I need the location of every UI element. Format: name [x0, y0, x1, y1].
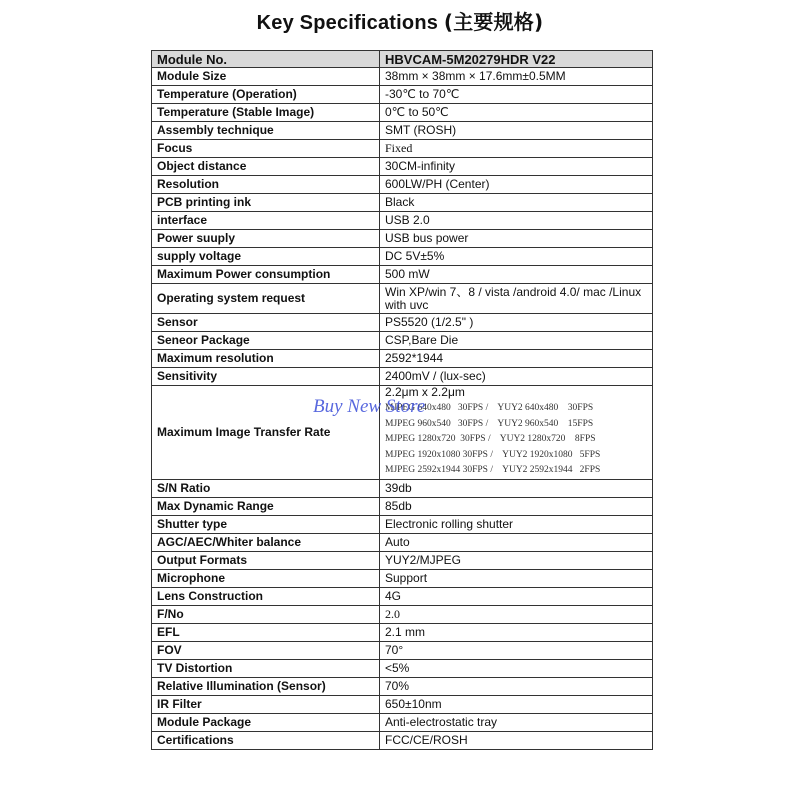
row-value: 2.0	[380, 605, 653, 623]
table-row	[152, 641, 653, 659]
table-row	[152, 86, 653, 104]
row-label: Max Dynamic Range	[152, 497, 380, 515]
row-value: 600LW/PH (Center)	[380, 176, 653, 194]
table-row	[152, 140, 653, 158]
table-row	[152, 368, 653, 386]
title-cn: (主要规格)	[443, 10, 544, 34]
table-row-transfer-rate	[152, 386, 653, 480]
row-label: interface	[152, 212, 380, 230]
table-row	[152, 68, 653, 86]
row-value: 0℃ to 50℃	[380, 104, 653, 122]
table-row	[152, 230, 653, 248]
row-label: EFL	[152, 623, 380, 641]
row-label: Sensitivity	[152, 368, 380, 386]
row-value: -30℃ to 70℃	[380, 86, 653, 104]
row-value: 2592*1944	[380, 350, 653, 368]
row-value: SMT (ROSH)	[380, 122, 653, 140]
table-row	[152, 314, 653, 332]
table-row	[152, 533, 653, 551]
transfer-rate-line: MJPEG 640x480 30FPS / YUY2 640x480 30FPS	[385, 403, 594, 413]
row-value: CSP,Bare Die	[380, 332, 653, 350]
row-value: Support	[380, 569, 653, 587]
table-header-row	[152, 51, 653, 68]
table-row	[152, 104, 653, 122]
row-label: IR Filter	[152, 695, 380, 713]
row-label: TV Distortion	[152, 659, 380, 677]
row-value: USB bus power	[380, 230, 653, 248]
pixel-size-value: 2.2μm x 2.2μm	[385, 385, 465, 399]
row-value: 500 mW	[380, 266, 653, 284]
transfer-rate-line: MJPEG 1920x1080 30FPS / YUY2 1920x1080 5FPS	[385, 449, 601, 460]
row-label: Certifications	[152, 731, 380, 749]
table-row	[152, 569, 653, 587]
row-label: Relative Illumination (Sensor)	[152, 677, 380, 695]
table-row	[152, 695, 653, 713]
table-row	[152, 212, 653, 230]
page-title	[0, 6, 800, 35]
row-value: USB 2.0	[380, 212, 653, 230]
row-label: Temperature (Operation)	[152, 86, 380, 104]
header-value: HBVCAM-5M20279HDR V22	[380, 51, 653, 68]
row-label: Maximum Power consumption	[152, 266, 380, 284]
row-value: YUY2/MJPEG	[380, 551, 653, 569]
row-value: Electronic rolling shutter	[380, 515, 653, 533]
row-label: Lens Construction	[152, 587, 380, 605]
transfer-rate-list	[385, 399, 652, 479]
table-row	[152, 497, 653, 515]
row-label: Module Package	[152, 713, 380, 731]
transfer-rate-line: MJPEG 2592x1944 30FPS / YUY2 2592x1944 2FPS	[385, 465, 601, 475]
row-value: 39db	[380, 479, 653, 497]
row-value: PS5520 (1/2.5" )	[380, 314, 653, 332]
row-value: 70%	[380, 677, 653, 695]
row-label: supply voltage	[152, 248, 380, 266]
row-label: Temperature (Stable Image)	[152, 104, 380, 122]
row-label: Shutter type	[152, 515, 380, 533]
title-main: Key Specifications	[256, 12, 439, 34]
row-value: 70°	[380, 641, 653, 659]
row-value: 30CM-infinity	[380, 158, 653, 176]
table-row	[152, 551, 653, 569]
row-label: Seneor Package	[152, 332, 380, 350]
row-value: Fixed	[380, 140, 653, 158]
table-row	[152, 248, 653, 266]
row-value: DC 5V±5%	[380, 248, 653, 266]
table-row	[152, 623, 653, 641]
row-value: 4G	[380, 587, 653, 605]
table-row	[152, 605, 653, 623]
transfer-rate-cell	[380, 386, 653, 480]
table-row	[152, 479, 653, 497]
row-value: Black	[380, 194, 653, 212]
row-label: Operating system request	[152, 284, 380, 314]
row-value: 650±10nm	[380, 695, 653, 713]
spec-table	[151, 50, 653, 750]
table-row	[152, 158, 653, 176]
row-value: Anti-electrostatic tray	[380, 713, 653, 731]
row-label: Assembly technique	[152, 122, 380, 140]
row-label: Focus	[152, 140, 380, 158]
row-label: Object distance	[152, 158, 380, 176]
row-value: FCC/CE/ROSH	[380, 731, 653, 749]
table-row	[152, 284, 653, 314]
row-label: Resolution	[152, 176, 380, 194]
table-row	[152, 266, 653, 284]
row-value: 2.1 mm	[380, 623, 653, 641]
row-label: Power suuply	[152, 230, 380, 248]
table-row	[152, 350, 653, 368]
row-label: F/No	[152, 605, 380, 623]
table-row	[152, 587, 653, 605]
row-label: FOV	[152, 641, 380, 659]
row-label: Microphone	[152, 569, 380, 587]
table-row	[152, 176, 653, 194]
row-value: Auto	[380, 533, 653, 551]
row-label: Module Size	[152, 68, 380, 86]
transfer-rate-line: MJPEG 1280x720 30FPS / YUY2 1280x720 8FPS	[385, 434, 596, 444]
table-row	[152, 122, 653, 140]
row-label: Sensor	[152, 314, 380, 332]
row-label: Maximum resolution	[152, 350, 380, 368]
row-value: 2400mV / (lux-sec)	[380, 368, 653, 386]
row-label: Maximum Image Transfer Rate	[152, 386, 380, 480]
row-value: 85db	[380, 497, 653, 515]
table-row	[152, 731, 653, 749]
table-row	[152, 194, 653, 212]
transfer-rate-line: MJPEG 960x540 30FPS / YUY2 960x540 15FPS	[385, 418, 594, 429]
row-value: Win XP/win 7、8 / vista /android 4.0/ mac /Linux with uvc	[380, 284, 653, 314]
table-row	[152, 332, 653, 350]
watermark: Buy New Store	[313, 396, 426, 417]
row-label: AGC/AEC/Whiter balance	[152, 533, 380, 551]
row-label: PCB printing ink	[152, 194, 380, 212]
row-label: Output Formats	[152, 551, 380, 569]
row-value: <5%	[380, 659, 653, 677]
header-label: Module No.	[152, 51, 380, 68]
row-value: 38mm × 38mm × 17.6mm±0.5MM	[380, 68, 653, 86]
table-row	[152, 659, 653, 677]
table-row	[152, 677, 653, 695]
table-row	[152, 713, 653, 731]
row-label: S/N Ratio	[152, 479, 380, 497]
table-row	[152, 515, 653, 533]
